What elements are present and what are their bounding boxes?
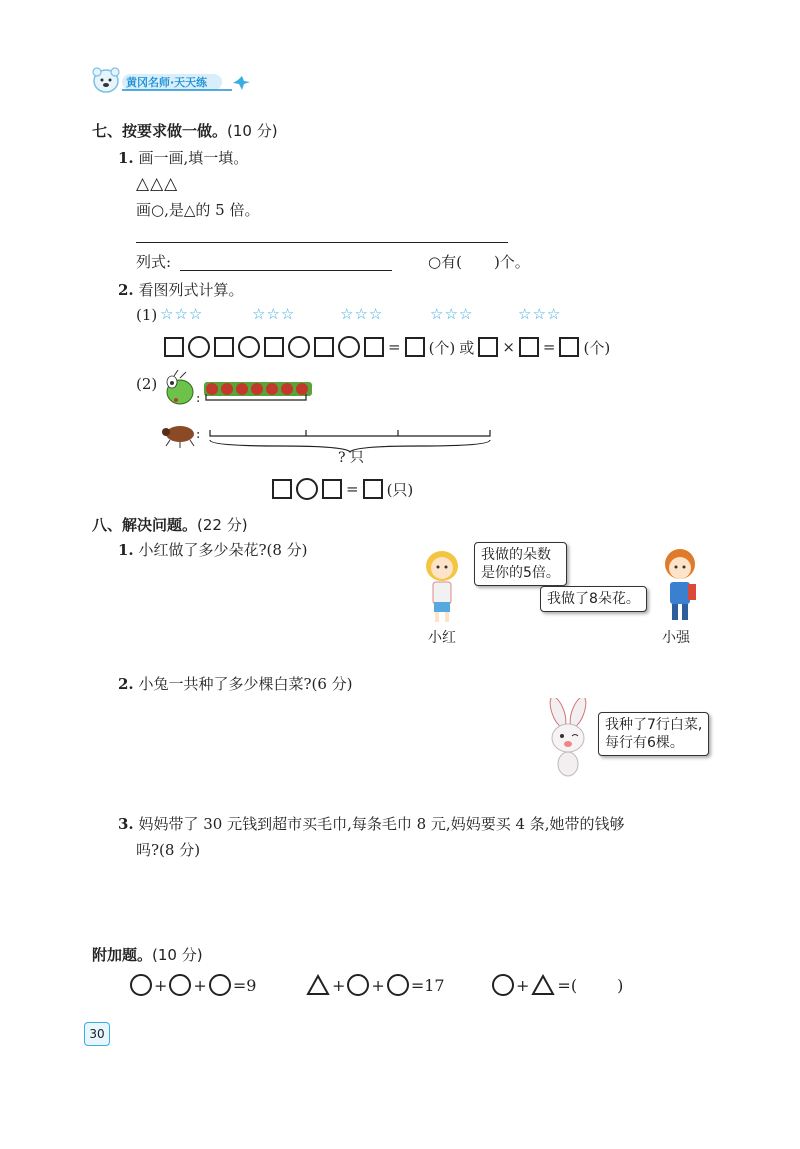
rabbit-bubble-line1: 我种了7行白菜, xyxy=(605,717,703,733)
answer-box[interactable] xyxy=(214,337,234,357)
answer-box[interactable] xyxy=(272,479,292,499)
section7-title: 七、按要求做一做。 xyxy=(92,122,228,140)
answer-box[interactable] xyxy=(264,337,284,357)
eq3-result-close: ) xyxy=(617,975,624,995)
star-group-4: ☆☆☆ xyxy=(430,305,474,323)
circle-symbol-icon xyxy=(169,974,191,996)
eq3-result-open: =( xyxy=(557,975,578,995)
q8-2-text: 小兔一共种了多少棵白菜?(6 分) xyxy=(138,675,353,693)
section7-score: (10 分) xyxy=(227,122,278,140)
rabbit-bubble-line2: 每行有6棵。 xyxy=(605,735,684,751)
operator-circle[interactable] xyxy=(288,336,310,358)
q7-1-number: 1. xyxy=(118,149,134,167)
equals-sign: = xyxy=(388,338,401,356)
bonus-equation-3 xyxy=(492,974,623,996)
bonus-score: (10 分) xyxy=(152,946,203,964)
q7-2-number: 2. xyxy=(118,281,134,299)
star-group-3: ☆☆☆ xyxy=(340,305,384,323)
q8-3-prompt xyxy=(118,814,625,834)
eq2-result: =17 xyxy=(410,975,445,995)
boy-icon xyxy=(665,549,696,620)
bonus-equation-1 xyxy=(130,974,256,996)
circle-symbol-icon xyxy=(347,974,369,996)
q8-1-number: 1. xyxy=(118,541,134,559)
triangles-row: △△△ xyxy=(136,174,179,194)
answer-box[interactable] xyxy=(478,337,498,357)
page-header xyxy=(92,66,252,96)
page-number: 30 xyxy=(84,1022,110,1046)
circle-symbol-icon xyxy=(387,974,409,996)
boy-speech-bubble xyxy=(540,586,647,612)
part2-label: (2) xyxy=(136,375,158,393)
boy-name: 小强 xyxy=(662,630,690,646)
eq1-result: =9 xyxy=(232,975,257,995)
plus-sign: + xyxy=(332,975,346,995)
girl-bubble-line2: 是你的5倍。 xyxy=(481,565,560,581)
svg-text::: : xyxy=(196,391,201,406)
triangle-symbol-icon xyxy=(531,974,555,996)
plus-sign: + xyxy=(154,975,168,995)
circle-symbol-icon xyxy=(130,974,152,996)
operator-circle[interactable] xyxy=(338,336,360,358)
formula-answer-line[interactable] xyxy=(180,270,392,271)
equals-sign: = xyxy=(346,480,359,498)
answer-box[interactable] xyxy=(559,337,579,357)
answer-box[interactable] xyxy=(519,337,539,357)
bonus-title: 附加题。 xyxy=(92,946,153,964)
plus-sign: + xyxy=(371,975,385,995)
part1-equation xyxy=(164,336,610,358)
star-group-1: ☆☆☆ xyxy=(160,305,204,323)
answer-box[interactable] xyxy=(322,479,342,499)
q8-2-number: 2. xyxy=(118,675,134,693)
q7-1-instruction: 画○,是△的 5 倍。 xyxy=(136,201,260,219)
drawing-answer-line[interactable] xyxy=(136,242,508,243)
circle-symbol-icon xyxy=(209,974,231,996)
rabbit-icon xyxy=(538,698,598,782)
unit-label: (个) xyxy=(583,338,611,357)
plus-sign: + xyxy=(516,975,530,995)
bonus-equation-2 xyxy=(306,974,445,996)
operator-circle[interactable] xyxy=(188,336,210,358)
girl-name: 小红 xyxy=(428,630,456,646)
q7-2-text: 看图列式计算。 xyxy=(138,281,244,299)
answer-box[interactable] xyxy=(164,337,184,357)
star-group-5: ☆☆☆ xyxy=(518,305,562,323)
section8-title: 八、解决问题。 xyxy=(92,516,198,534)
girl-speech-bubble xyxy=(474,542,567,586)
part1-label: (1) xyxy=(136,306,158,324)
section8-heading xyxy=(92,514,248,535)
part2-equation xyxy=(272,478,413,500)
girl-bubble-line1: 我做的朵数 xyxy=(481,547,551,563)
girl-icon xyxy=(426,551,458,622)
formula-label: 列式: xyxy=(136,253,172,271)
boy-bubble-text: 我做了8朵花。 xyxy=(547,591,640,607)
answer-box[interactable] xyxy=(364,337,384,357)
triangle-symbol-icon xyxy=(306,974,330,996)
svg-text::: : xyxy=(196,427,201,442)
beetle-icon xyxy=(162,426,194,448)
caterpillar-icon xyxy=(167,370,193,404)
q7-2-prompt xyxy=(118,280,243,300)
unit-label: (只) xyxy=(386,480,414,499)
circle-count-prefix: ○有( xyxy=(428,253,462,271)
q8-1-prompt xyxy=(118,540,308,560)
answer-box[interactable] xyxy=(363,479,383,499)
section8-score: (22 分) xyxy=(197,516,248,534)
answer-box[interactable] xyxy=(405,337,425,357)
circle-count-answer xyxy=(428,252,530,272)
star-group-2: ☆☆☆ xyxy=(252,305,296,323)
circle-count-suffix: )个。 xyxy=(493,253,530,271)
q8-3-number: 3. xyxy=(118,815,134,833)
bonus-heading xyxy=(92,944,203,965)
section7-heading xyxy=(92,120,278,141)
answer-box[interactable] xyxy=(314,337,334,357)
q8-3-text-line2: 吗?(8 分) xyxy=(136,841,201,859)
q8-2-prompt xyxy=(118,674,353,694)
caterpillar-beetle-diagram xyxy=(160,370,500,470)
circle-symbol-icon xyxy=(492,974,514,996)
unknown-count-label: ? 只 xyxy=(338,450,364,466)
q7-1-prompt xyxy=(118,148,248,168)
q8-1-text: 小红做了多少朵花?(8 分) xyxy=(138,541,308,559)
operator-circle[interactable] xyxy=(296,478,318,500)
equals-sign: = xyxy=(542,338,556,356)
rabbit-speech-bubble xyxy=(598,712,709,756)
times-sign: × xyxy=(502,338,515,356)
unit-label: (个) xyxy=(428,338,456,357)
q8-3-text-line1: 妈妈带了 30 元钱到超市买毛巾,每条毛巾 8 元,妈妈要买 4 条,她带的钱够 xyxy=(138,815,625,833)
plus-sign: + xyxy=(193,975,207,995)
bug-row-icon xyxy=(204,382,312,396)
header-brand: 黄冈名师·天天练 xyxy=(126,76,208,89)
q7-1-text: 画一画,填一填。 xyxy=(138,149,249,167)
or-label: 或 xyxy=(459,338,475,357)
operator-circle[interactable] xyxy=(238,336,260,358)
